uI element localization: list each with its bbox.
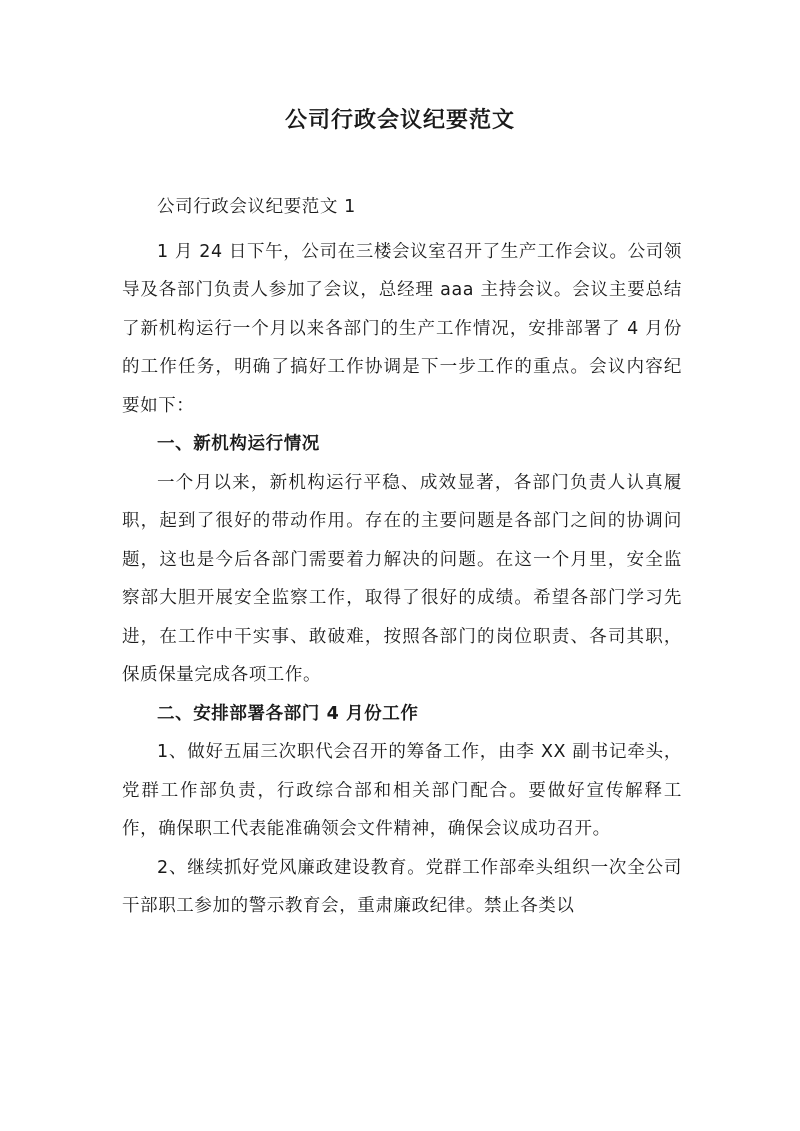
paragraph-new-org: 一个月以来，新机构运行平稳、成效显著，各部门负责人认真履职，起到了很好的带动作用。存在的主要问题是各部门之间的协调问题，这也是今后各部门需要着力解决的问题。在这一个月里，安全监察部大胆开展安全监察工作，取得了很好的成绩。希望各部门学习先进，在工作中干实事、敢破难，按照各部门的岗位职责、各司其职，保质保量完成各项工作。 xyxy=(122,472,682,685)
subheading-new-org: 一、新机构运行情况 xyxy=(157,434,320,454)
document-title: 公司行政会议纪要范文 xyxy=(284,108,515,133)
section-heading: 公司行政会议纪要范文 1 xyxy=(157,197,356,217)
subheading-april-work: 二、安排部署各部门 4 月份工作 xyxy=(157,703,419,724)
document-body xyxy=(122,188,682,926)
paragraph-item-2: 2、继续抓好党风廉政建设教育。党群工作部牵头组织一次全公司干部职工参加的警示教育会，重肃廉政纪律。禁止各类以 xyxy=(122,857,682,916)
paragraph-intro: 1 月 24 日下午，公司在三楼会议室召开了生产工作会议。公司领导及各部门负责人参加了会议，总经理 aaa 主持会议。会议主要总结了新机构运行一个月以来各部门的生产工作情况，安排部署了 4 月份的工作任务，明确了搞好工作协调是下一步工作的重点。会议内容纪要如下： xyxy=(122,241,682,416)
paragraph-item-1: 1、做好五届三次职代会召开的筹备工作，由李 XX 副书记牵头，党群工作部负责，行政综合部和相关部门配合。要做好宣传解释工作，确保职工代表能准确领会文件精神，确保会议成功召开。 xyxy=(122,742,682,839)
